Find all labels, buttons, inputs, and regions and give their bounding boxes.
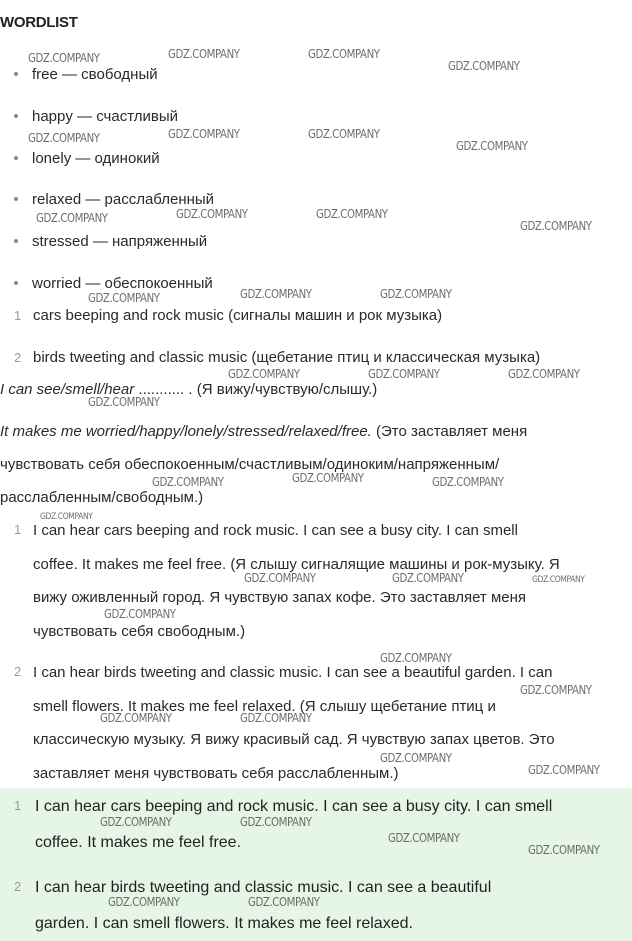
template-line-1: I can see/smell/hear ........... . (Я вижу/чувствую/слышу.) xyxy=(0,381,378,398)
bullet-icon xyxy=(14,281,18,285)
watermark: GDZ.COMPANY xyxy=(448,59,520,73)
watermark: GDZ.COMPANY xyxy=(388,831,460,845)
watermark: GDZ.COMPANY xyxy=(244,571,316,585)
watermark: GDZ.COMPANY xyxy=(368,367,440,381)
watermark: GDZ.COMPANY xyxy=(508,367,580,381)
watermark: GDZ.COMPANY xyxy=(168,47,240,61)
watermark: GDZ.COMPANY xyxy=(100,711,172,725)
watermark: GDZ.COMPANY xyxy=(104,607,176,621)
watermark: GDZ.COMPANY xyxy=(228,367,300,381)
watermark: GDZ.COMPANY xyxy=(240,711,312,725)
watermark: GDZ.COMPANY xyxy=(380,751,452,765)
watermark: GDZ.COMPANY xyxy=(108,895,180,909)
watermark: GDZ.COMPANY xyxy=(528,843,600,857)
list-item: relaxed — расслабленный xyxy=(14,191,214,209)
watermark: GDZ.COMPANY xyxy=(248,895,320,909)
bullet-icon xyxy=(14,197,18,201)
watermark: GDZ.COMPANY xyxy=(308,127,380,141)
bullet-icon xyxy=(14,156,18,160)
watermark: GDZ.COMPANY xyxy=(100,815,172,829)
list-item: stressed — напряженный xyxy=(14,233,207,251)
bullet-icon xyxy=(14,239,18,243)
document-page: WORDLIST free — свободный happy — счастливый lonely — одинокий relaxed — расслабленный stressed — напряженный worried — обеспокоенный 1 cars beeping and rock music (сигналы машин и рок музыка) 2 birds tweeting and classic music (щебетание птиц и классическая музыка) I can see/smell/hear ........... . (Я вижу/чувствую/слышу.) It makes me worried/happy/lonely/stressed/relaxed/free. (Это заставляет меня чувствовать себя обеспокоенным/счастливым/одиноким/напряженным/ расслабленным/свободным.) 1 I can hear cars beeping and rock music. I can see a busy city. I can smell coffee. It makes me feel free. (Я слышу сигналящие машины и рок-музыку. Я вижу оживленный город. Я чувствую запах кофе. Это заставляет меня чувствовать себя свободным.) 2 I can hear birds tweeting and classic music. I can see a beautiful garden. I can smell flowers. It makes me feel relaxed. (Я слышу щебетание птиц и классическую музыку. Я вижу красивый сад. Я чувствую запах цветов. Это заставляет меня чувствовать себя расслабленным.) 1 I can hear cars beeping and rock music. I can see a busy city. I can smell coffee. It makes me feel free. 2 I can hear birds tweeting and classic music. I can see a beautiful garden. I can smell flowers. It makes me feel relaxed. GDZ.COMPANY GDZ.COMPANY GDZ.COMPANY GDZ.COMPANY GDZ.COMPANY GDZ.COMPANY GDZ.COMPANY GDZ.COMPANY GDZ.COMPANY GDZ.COMPANY GDZ.COMPANY GDZ.COMPANY GDZ.COMPANY GDZ.COMPANY GDZ.COMPANY GDZ.COMPANY GDZ.COMPANY GDZ.COMPANY GDZ.COMPANY GDZ.COMPANY GDZ.COMPANY GDZ.COMPANY GDZ.COMPANY GDZ.COMPANY GDZ.COMPANY GDZ.COMPANY GDZ.COMPANY GDZ.COMPANY GDZ.COMPANY GDZ.COMPANY GDZ.COMPANY GDZ.COMPANY GDZ.COMPANY GDZ.COMPANY GDZ.COMPANY GDZ.COMPANY GDZ.COMPANY GDZ.COMPANY GDZ.COMPANY xyxy=(0,0,632,941)
highlight-box: 1 I can hear cars beeping and rock music. I can see a busy city. I can smell coffee. It makes me feel free. 2 I can hear birds tweeting and classic music. I can see a beautiful garden. I can smell flowers. It makes me feel relaxed. xyxy=(0,788,632,941)
sound-item: 2 birds tweeting and classic music (щебетание птиц и классическая музыка) xyxy=(14,349,541,366)
watermark: GDZ.COMPANY xyxy=(456,139,528,153)
list-item: happy — счастливый xyxy=(14,108,178,126)
list-item: free — свободный xyxy=(14,66,158,84)
watermark: GDZ.COMPANY xyxy=(532,575,585,585)
watermark: GDZ.COMPANY xyxy=(380,287,452,301)
watermark: GDZ.COMPANY xyxy=(40,512,93,522)
watermark: GDZ.COMPANY xyxy=(380,651,452,665)
watermark: GDZ.COMPANY xyxy=(88,395,160,409)
watermark: GDZ.COMPANY xyxy=(520,683,592,697)
template-line-2: It makes me worried/happy/lonely/stressed/relaxed/free. (Это заставляет меня xyxy=(0,423,528,440)
list-item: worried — обеспокоенный xyxy=(14,275,213,293)
watermark: GDZ.COMPANY xyxy=(240,287,312,301)
watermark: GDZ.COMPANY xyxy=(240,815,312,829)
watermark: GDZ.COMPANY xyxy=(292,471,364,485)
watermark: GDZ.COMPANY xyxy=(392,571,464,585)
watermark: GDZ.COMPANY xyxy=(88,291,160,305)
watermark: GDZ.COMPANY xyxy=(28,51,100,65)
watermark: GDZ.COMPANY xyxy=(520,219,592,233)
wordlist-heading: WORDLIST xyxy=(0,14,78,31)
watermark: GDZ.COMPANY xyxy=(36,211,108,225)
watermark: GDZ.COMPANY xyxy=(308,47,380,61)
template-line-2c: расслабленным/свободным.) xyxy=(0,489,204,506)
watermark: GDZ.COMPANY xyxy=(176,207,248,221)
watermark: GDZ.COMPANY xyxy=(528,763,600,777)
list-item: lonely — одинокий xyxy=(14,150,160,168)
template-line-2b: чувствовать себя обеспокоенным/счастливым/одиноким/напряженным/ xyxy=(0,456,500,473)
watermark: GDZ.COMPANY xyxy=(28,131,100,145)
watermark: GDZ.COMPANY xyxy=(168,127,240,141)
bullet-icon xyxy=(14,72,18,76)
watermark: GDZ.COMPANY xyxy=(152,475,224,489)
watermark: GDZ.COMPANY xyxy=(316,207,388,221)
sound-item: 1 cars beeping and rock music (сигналы машин и рок музыка) xyxy=(14,307,443,324)
watermark: GDZ.COMPANY xyxy=(432,475,504,489)
bullet-icon xyxy=(14,114,18,118)
